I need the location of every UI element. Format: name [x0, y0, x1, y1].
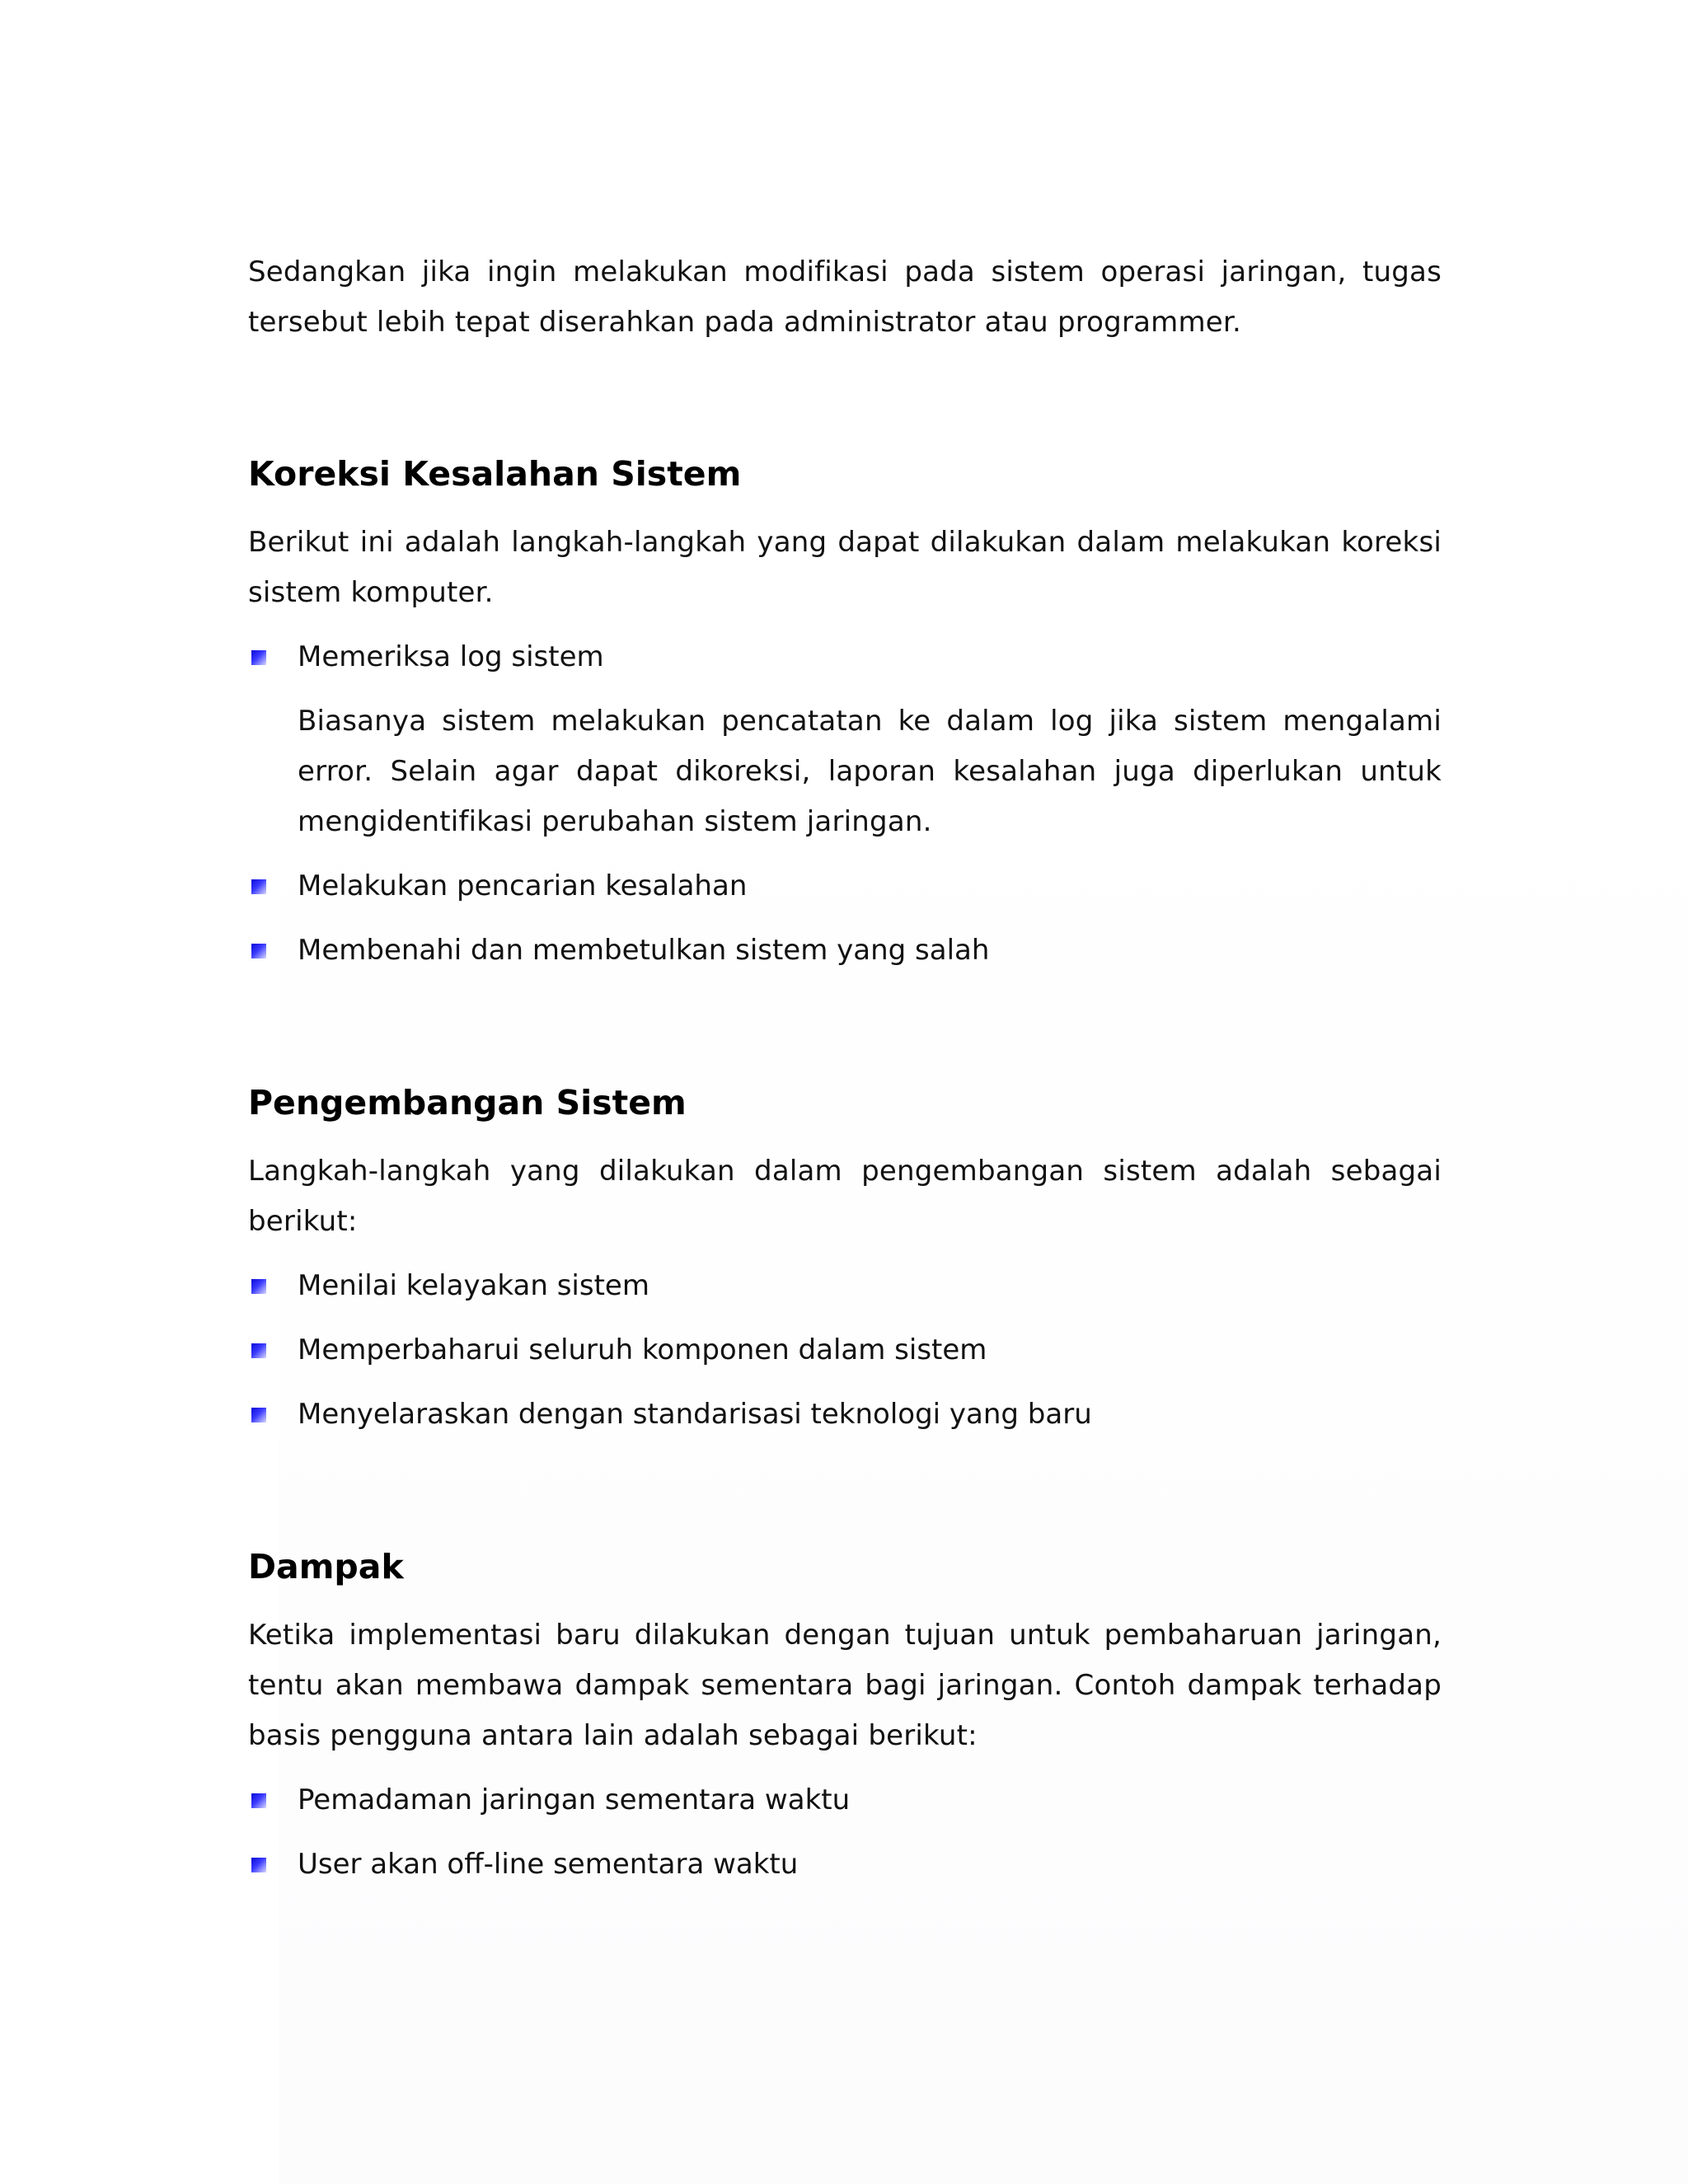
- bullet-list-dampak: [248, 1775, 1442, 1890]
- list-item: [248, 861, 1442, 912]
- section-heading-pengembangan: Pengembangan Sistem: [248, 1083, 687, 1122]
- list-item-text: Membenahi dan membetulkan sistem yang salah: [298, 934, 990, 967]
- square-bullet-icon: [251, 650, 266, 665]
- section-intro-koreksi: Berikut ini adalah langkah-langkah yang dapat dilakukan dalam melakukan koreksi sistem komputer.: [248, 526, 1442, 609]
- list-item: [248, 1390, 1442, 1440]
- list-item-text: Menilai kelayakan sistem: [298, 1269, 649, 1302]
- section-heading-koreksi: Koreksi Kesalahan Sistem: [248, 454, 742, 494]
- list-item: [248, 1775, 1442, 1825]
- list-item-detail-wrapper: [248, 696, 1442, 847]
- list-item-text: Memperbaharui seluruh komponen dalam sistem: [298, 1333, 987, 1366]
- list-item: [248, 632, 1442, 682]
- section-intro-pengembangan: Langkah-langkah yang dilakukan dalam pengembangan sistem adalah sebagai berikut:: [248, 1155, 1442, 1238]
- list-item: [248, 926, 1442, 976]
- square-bullet-icon: [251, 944, 266, 958]
- square-bullet-icon: [251, 879, 266, 894]
- section-intro-dampak: Ketika implementasi baru dilakukan dengan tujuan untuk pembaharuan jaringan, tentu akan membawa dampak sementara bagi jaringan. Contoh dampak terhadap basis pengguna antara lain adalah sebagai berikut:: [248, 1619, 1442, 1752]
- list-item-text: Menyelaraskan dengan standarisasi teknologi yang baru: [298, 1398, 1092, 1431]
- square-bullet-icon: [251, 1793, 266, 1808]
- list-item-text: Melakukan pencarian kesalahan: [298, 869, 748, 902]
- square-bullet-icon: [251, 1343, 266, 1358]
- square-bullet-icon: [251, 1279, 266, 1294]
- section-heading-dampak: Dampak: [248, 1547, 404, 1586]
- list-item: [248, 1840, 1442, 1890]
- bullet-list-pengembangan: [248, 1261, 1442, 1440]
- list-item-text: Pemadaman jaringan sementara waktu: [298, 1783, 851, 1816]
- list-item-text: User akan off-line sementara waktu: [298, 1848, 799, 1881]
- list-item-detail: Biasanya sistem melakukan pencatatan ke dalam log jika sistem mengalami error. Selain agar dapat dikoreksi, laporan kesalahan juga diperlukan untuk mengidentifikasi perubahan sistem jaringan.: [298, 705, 1442, 838]
- square-bullet-icon: [251, 1408, 266, 1422]
- square-bullet-icon: [251, 1858, 266, 1872]
- list-item: [248, 1261, 1442, 1311]
- document-body: [248, 247, 1442, 1890]
- bullet-list-koreksi: [248, 632, 1442, 976]
- list-item-text: Memeriksa log sistem: [298, 640, 604, 673]
- intro-paragraph: Sedangkan jika ingin melakukan modifikasi pada sistem operasi jaringan, tugas tersebut lebih tepat diserahkan pada administrator atau programmer.: [248, 255, 1442, 339]
- list-item: [248, 1325, 1442, 1376]
